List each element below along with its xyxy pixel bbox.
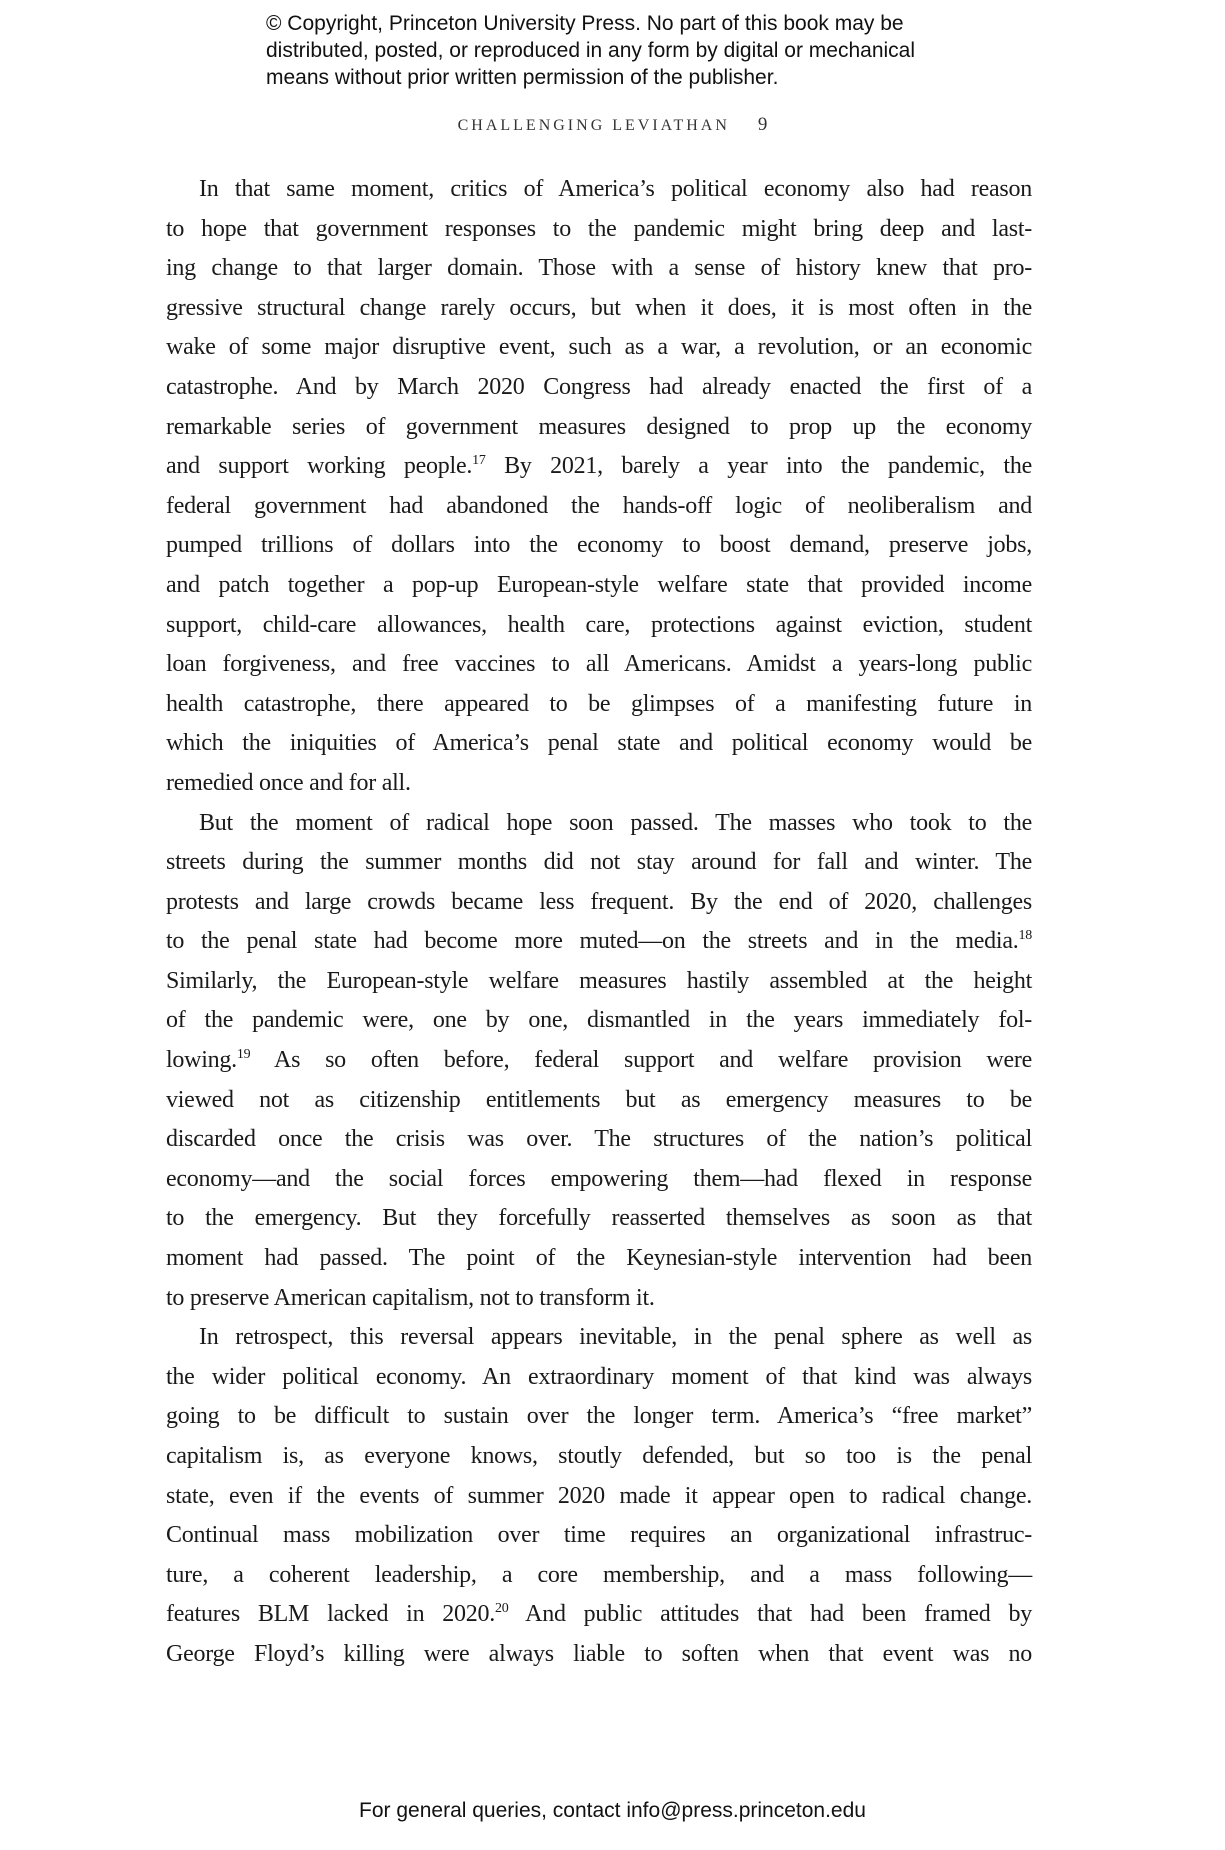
line-text: health catastrophe, there appeared to be glimpses of a manifesting future in: [166, 690, 1032, 717]
text-line: [166, 328, 1032, 368]
page-number: 9: [757, 114, 768, 135]
footnote-reference[interactable]: 17: [472, 453, 486, 469]
text-line: [166, 1397, 1032, 1437]
footnote-reference[interactable]: 18: [1018, 928, 1032, 944]
text-line: [166, 922, 1032, 962]
running-head: [0, 114, 1225, 136]
text-line: [166, 1279, 1032, 1319]
line-text: remarkable series of government measures designed to prop up the economy: [166, 413, 1032, 440]
text-line: [166, 685, 1032, 725]
text-line: [166, 843, 1032, 883]
line-text: As so often before, federal support and welfare provision were: [250, 1047, 1032, 1074]
line-text: moment had passed. The point of the Keynesian-style intervention had been: [166, 1245, 1032, 1272]
text-line: [166, 1477, 1032, 1517]
line-text: state, even if the events of summer 2020 made it appear open to radical change.: [166, 1482, 1032, 1509]
text-line: [166, 1160, 1032, 1200]
text-line: [166, 883, 1032, 923]
line-text: going to be difficult to sustain over the longer term. America’s “free market”: [166, 1403, 1032, 1430]
text-line: [166, 1199, 1032, 1239]
running-head-title: CHALLENGING LEVIATHAN: [457, 117, 730, 134]
line-text: pumped trillions of dollars into the economy to boost demand, preserve jobs,: [166, 532, 1032, 559]
copyright-line: distributed, posted, or reproduced in any form by digital or mechanical: [266, 39, 916, 62]
text-line: [166, 447, 1032, 487]
text-line: [166, 170, 1032, 210]
line-text: George Floyd’s killing were always liable to soften when that event was no: [166, 1640, 1032, 1667]
line-text: streets during the summer months did not stay around for fall and winter. The: [166, 849, 1032, 876]
line-text: Continual mass mobilization over time requires an organizational infrastruc-: [166, 1522, 1032, 1549]
line-text: economy—and the social forces empowering them—had flexed in response: [166, 1165, 1032, 1192]
text-line: [166, 1516, 1032, 1556]
line-text: federal government had abandoned the hands-off logic of neoliberalism and: [166, 492, 1032, 519]
line-text: protests and large crowds became less frequent. By the end of 2020, challenges: [166, 888, 1032, 915]
text-line: [166, 606, 1032, 646]
copyright-line: © Copyright, Princeton University Press. No part of this book may be: [266, 12, 904, 35]
text-line: [166, 962, 1032, 1002]
line-text: But the moment of radical hope soon passed. The masses who took to the: [199, 809, 1032, 836]
copyright-line: means without prior written permission of the publisher.: [266, 66, 779, 89]
line-text: and patch together a pop-up European-style welfare state that provided income: [166, 571, 1032, 598]
text-line: [166, 764, 1032, 804]
text-line: [166, 249, 1032, 289]
text-line: [166, 487, 1032, 527]
text-line: [166, 1120, 1032, 1160]
text-line: [166, 289, 1032, 329]
line-text: which the iniquities of America’s penal state and political economy would be: [166, 730, 1032, 757]
line-text: By 2021, barely a year into the pandemic, the: [485, 453, 1032, 480]
line-text: Similarly, the European-style welfare measures hastily assembled at the height: [166, 967, 1032, 994]
line-text: In that same moment, critics of America’s political economy also had reason: [199, 176, 1032, 202]
text-line: [166, 1635, 1032, 1675]
line-text: discarded once the crisis was over. The structures of the nation’s political: [166, 1126, 1032, 1153]
line-text: wake of some major disruptive event, such as a war, a revolution, or an economic: [166, 334, 1032, 361]
line-text: viewed not as citizenship entitlements but as emergency measures to be: [166, 1086, 1032, 1113]
text-line: [166, 1001, 1032, 1041]
text-line: [166, 645, 1032, 685]
line-text: to preserve American capitalism, not to transform it.: [166, 1284, 655, 1311]
line-text: gressive structural change rarely occurs, but when it does, it is most often in the: [166, 294, 1032, 321]
footnote-reference[interactable]: 20: [495, 1601, 509, 1617]
line-text: catastrophe. And by March 2020 Congress had already enacted the first of a: [166, 373, 1032, 400]
text-line: [166, 566, 1032, 606]
text-line: [166, 1437, 1032, 1477]
line-text: remedied once and for all.: [166, 769, 411, 796]
line-text: features BLM lacked in 2020.: [166, 1601, 496, 1628]
text-line: [166, 408, 1032, 448]
footer-contact: For general queries, contact info@press.princeton.edu: [359, 1799, 866, 1822]
text-line: [166, 1358, 1032, 1398]
body-text: [166, 170, 1032, 1675]
line-text: ture, a coherent leadership, a core membership, and a mass following—: [166, 1561, 1032, 1588]
line-text: to hope that government responses to the pandemic might bring deep and last-: [166, 215, 1032, 242]
line-text: loan forgiveness, and free vaccines to all Americans. Amidst a years-long public: [166, 651, 1032, 678]
text-line: [166, 724, 1032, 764]
line-text: to the penal state had become more muted—on the streets and in the media.: [166, 928, 1019, 955]
copyright-notice: [266, 10, 915, 91]
text-line: [166, 1239, 1032, 1279]
paragraph: [166, 804, 1032, 1319]
line-text: And public attitudes that had been framed by: [508, 1601, 1033, 1628]
line-text: of the pandemic were, one by one, dismantled in the years immediately fol-: [166, 1007, 1032, 1034]
line-text: lowing.: [166, 1047, 237, 1074]
line-text: In retrospect, this reversal appears inevitable, in the penal sphere as well as: [199, 1324, 1032, 1351]
text-line: [166, 1556, 1032, 1596]
line-text: support, child-care allowances, health care, protections against eviction, student: [166, 611, 1032, 638]
line-text: the wider political economy. An extraordinary moment of that kind was always: [166, 1363, 1032, 1390]
footnote-reference[interactable]: 19: [236, 1047, 251, 1063]
text-line: [166, 1081, 1032, 1121]
line-text: to the emergency. But they forcefully reasserted themselves as soon as that: [166, 1205, 1032, 1232]
paragraph: [166, 170, 1032, 804]
line-text: ing change to that larger domain. Those with a sense of history knew that pro-: [166, 255, 1032, 282]
text-line: [166, 526, 1032, 566]
line-text: capitalism is, as everyone knows, stoutly defended, but so too is the penal: [166, 1443, 1032, 1469]
text-line: [166, 368, 1032, 408]
text-line: [166, 210, 1032, 250]
text-line: [166, 804, 1032, 844]
text-line: [166, 1595, 1032, 1635]
paragraph: [166, 1318, 1032, 1674]
text-line: [166, 1041, 1032, 1081]
text-line: [166, 1318, 1032, 1358]
line-text: and support working people.: [166, 453, 473, 480]
